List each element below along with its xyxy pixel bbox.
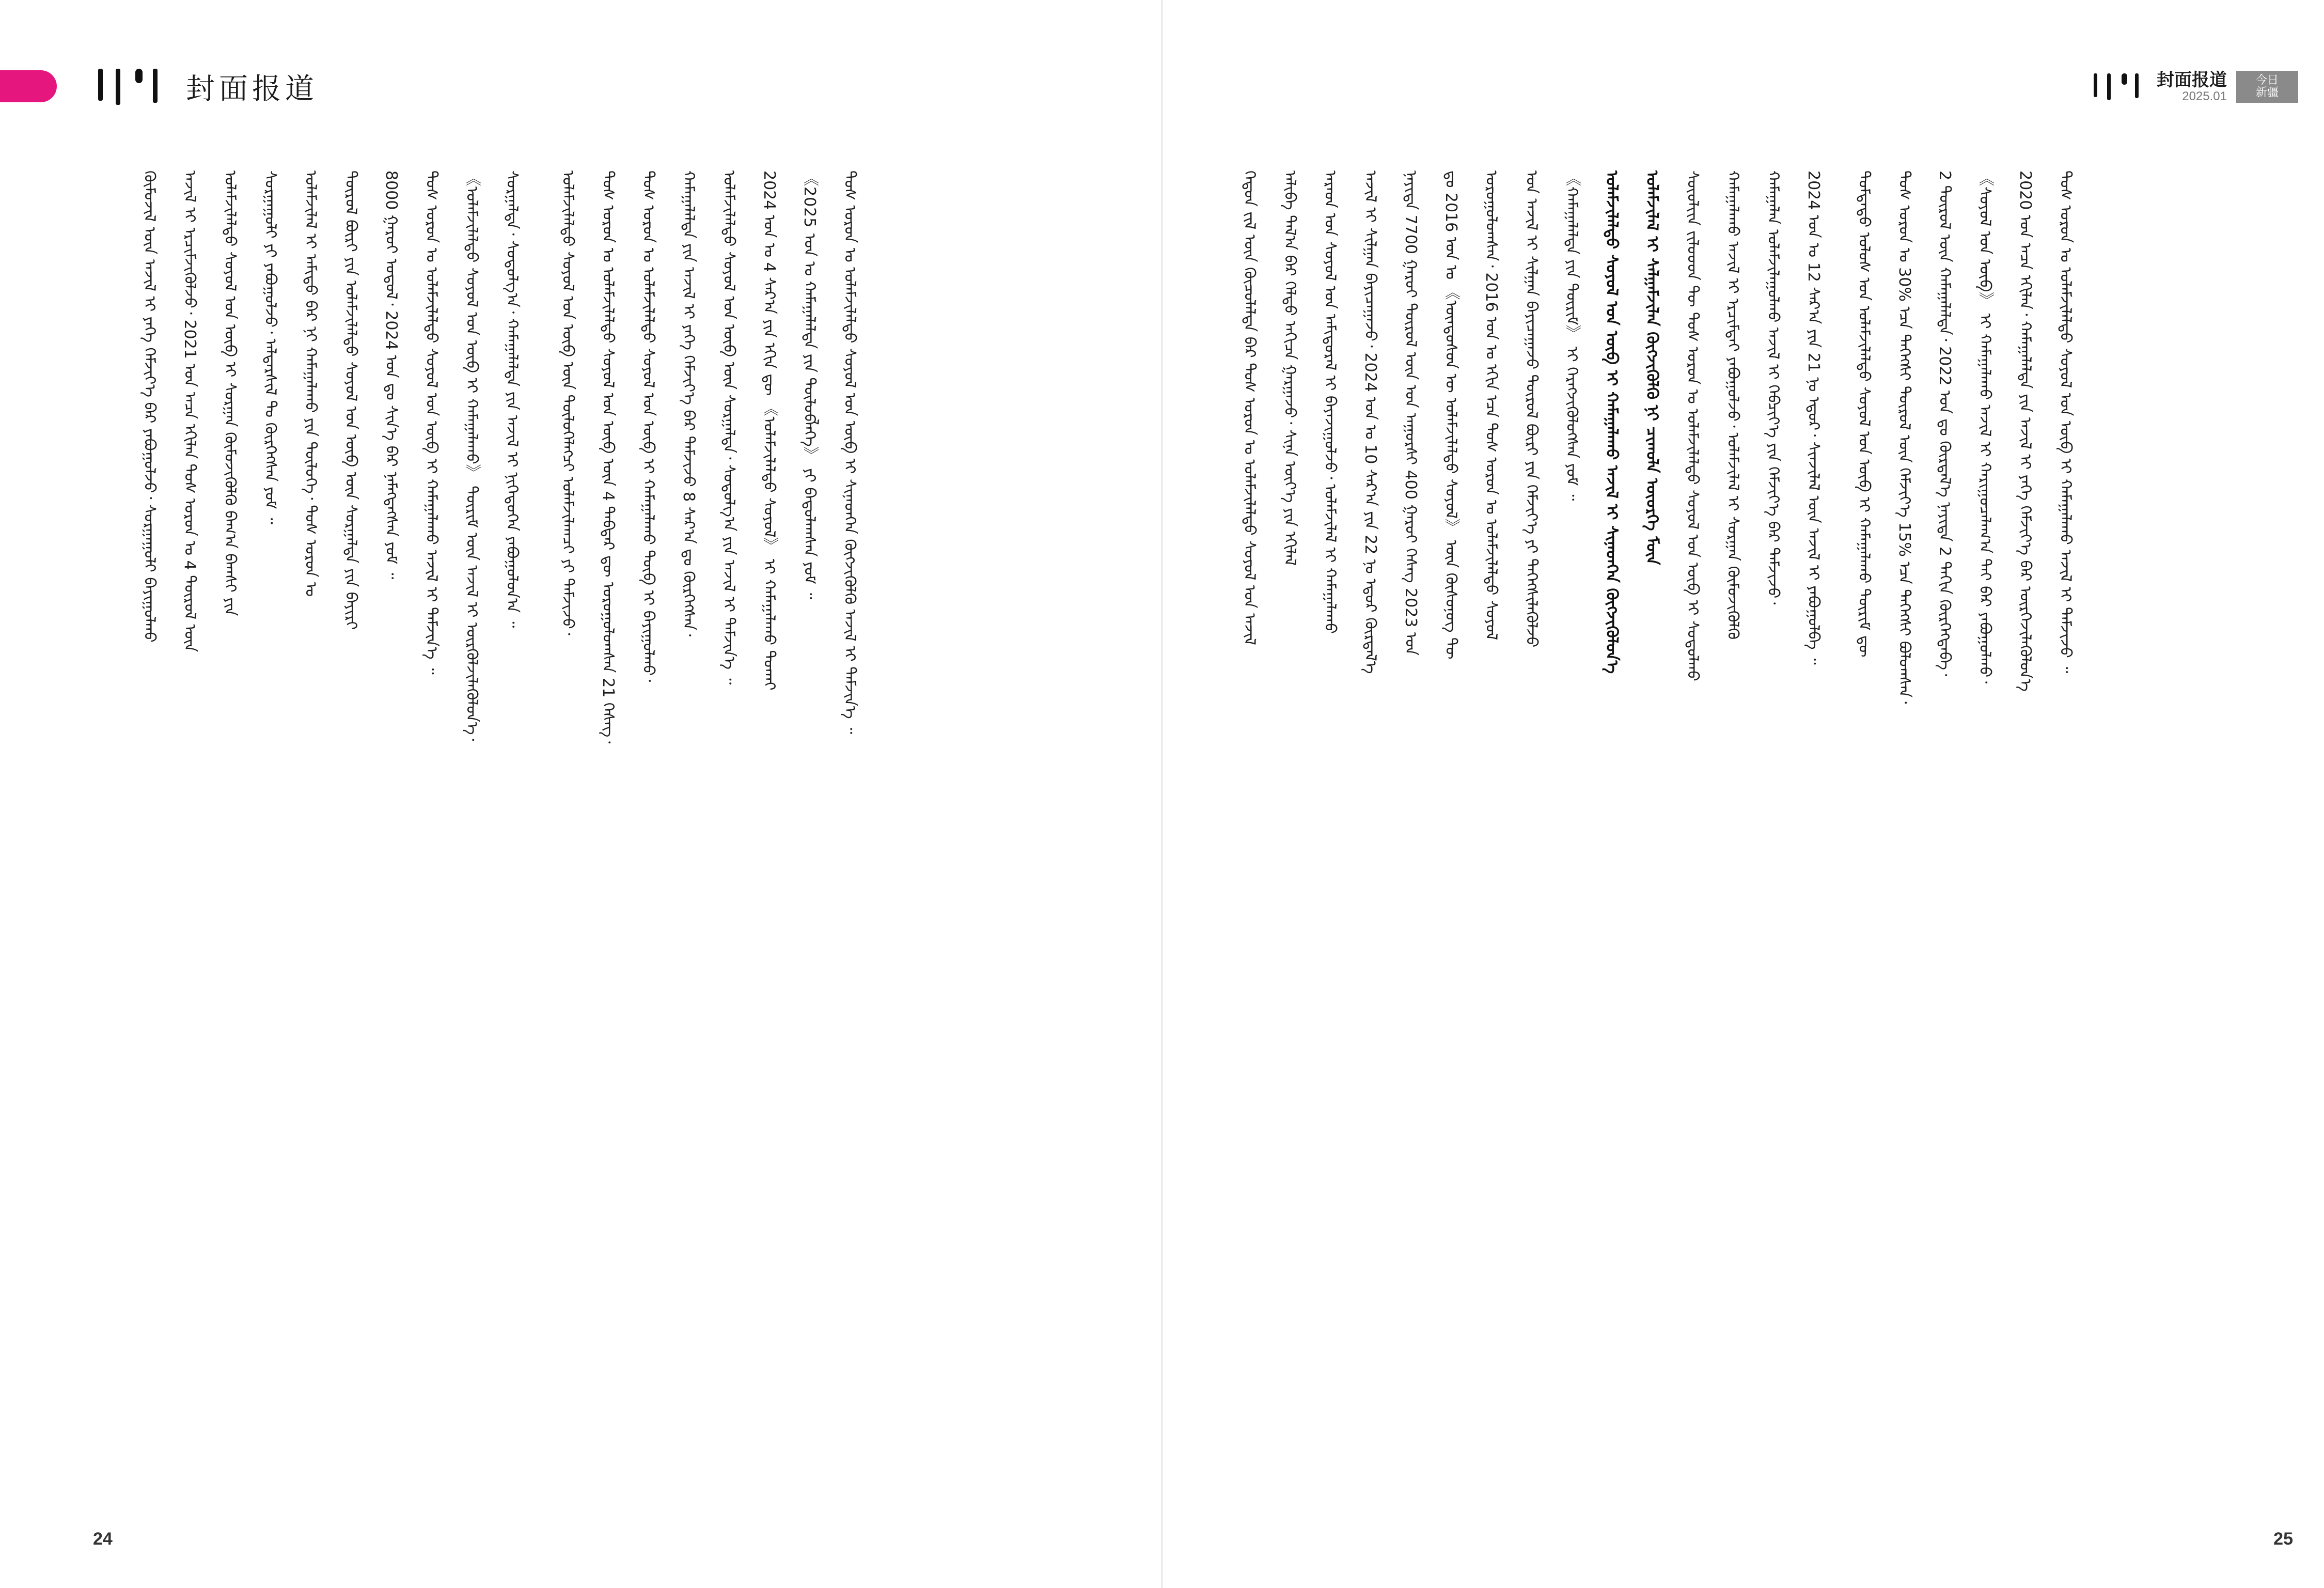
right-page bbox=[1162, 0, 2324, 1588]
left-paragraph-2: ᠤᠯᠠᠮᠵᠢᠯᠠᠯ ᠢ ᠠᠮᠢᠳᠤ ᠪᠡᠷ ᠨᠢ ᠬᠠᠮᠠᠭᠠᠯᠠᠬᠤ ᠶᠢᠨ ᠲᠦᠯᠦᠭᠡ᠂ ᠲᠤᠰ ᠣᠷᠣᠨ ᠤ ᠲᠦᠷᠦᠯ ᠪᠦᠷᠢ ᠶᠢᠨ ᠤᠯᠠᠮᠵᠢᠯᠠᠯᠲᠤ ᠰᠣᠶᠤᠯ ᠤᠨ ᠦᠪ ᠦᠨ ᠰᠤᠷᠭᠠᠯᠲᠠ ᠶᠢᠨ ᠪᠠᠶᠢᠷᠢ 8000 ᠭᠠᠷᠤᠢ ᠣᠳᠣᠯ᠂ 2024 ᠣᠨ ᠳᠤ ᠰᠢᠨ᠎ᠡ ᠪᠡᠷ ᠨᠡᠮᠡᠭᠳᠡᠭᠰᠡᠨ ᠶᠤᠮ ᠃ ᠲᠤᠰ ᠣᠷᠣᠨ ᠤ ᠤᠯᠠᠮᠵᠢᠯᠠᠯᠲᠤ ᠰᠣᠶᠤᠯ ᠤᠨ ᠦᠪ ᠢ ᠬᠠᠮᠠᠭᠠᠯᠠᠬᠤ ᠠᠵᠢᠯ ᠢ ᠳᠡᠮᠵᠢᠨ᠎ᠡ ᠃ 《ᠤᠯᠠᠮᠵᠢᠯᠠᠯᠲᠤ ᠰᠣᠶᠤᠯ ᠤᠨ ᠦᠪ ᠢ ᠬᠠᠮᠠᠭᠠᠯᠠᠬᠤ》 ᠳᠦᠷᠢᠮ ᠦᠨ ᠠᠵᠢᠯ ᠢ ᠦᠷᠭᠦᠯᠵᠢᠯᠡᠬᠦᠯᠦᠨ᠎ᠡ᠂ ᠰᠤᠷᠭᠠᠯᠲᠠ᠂ ᠰᠤᠳᠤᠯᠭ᠎ᠠ᠂ ᠬᠠᠮᠠᠭᠠᠯᠠᠯᠲᠠ ᠶᠢᠨ ᠠᠵᠢᠯ ᠢ ᠨᠢᠭᠡᠳᠦᠭᠡᠨ ᠶᠠᠪᠤᠭᠤᠯᠤᠨ᠎ᠠ ᠃ bbox=[302, 170, 521, 741]
left-text-column-1 bbox=[129, 170, 532, 1503]
right-paragraph-2: ᠰᠦᠦᠯᠢᠢᠨ ᠵᠢᠯᠦᠦᠳ ᠲᠦ ᠲᠤᠰ ᠣᠷᠣᠨ ᠤ ᠤᠯᠠᠮᠵᠢᠯᠠᠯᠲᠤ ᠰᠣᠶᠤᠯ ᠤᠨ ᠦᠪ ᠢ ᠰᠤᠳᠤᠯᠬᠤ ᠬᠠᠮᠠᠭᠠᠯᠠᠬᠤ ᠠᠵᠢᠯ ᠢ ᠡᠷᠴᠢᠮᠲᠡᠶ ᠶᠠᠪᠤᠭᠤᠯᠵᠤ᠂ ᠤᠯᠠᠮᠵᠢᠯᠠᠯ ᠢ ᠰᠤᠷᠭᠠᠨ ᠬᠦᠮᠦᠵᠢᠭᠦᠯᠬᠦ ᠬᠠᠮᠠᠭᠠᠯᠠᠨ ᠤᠯᠠᠮᠵᠢᠯᠠᠭᠤᠯᠬᠤ ᠠᠵᠢᠯ ᠢ ᠬᠡᠪᠴᠢᠶ᠎ᠡ ᠶᠢᠨ ᠬᠡᠮᠵᠢᠶ᠎ᠡ ᠪᠡᠷ ᠳᠡᠮᠵᠢᠵᠦ᠂ 2024 ᠣᠨ ᠤ 12 ᠰᠠᠷ᠎ᠠ ᠶᠢᠨ 21 ᠨᠤ ᠡᠳᠦᠷ᠂ ᠰᠢᠨᠵᠢᠯᠡᠯ ᠦᠨ ᠠᠵᠢᠯ ᠢ ᠶᠠᠪᠤᠭᠤᠯᠪᠠ ᠃ bbox=[1684, 170, 1823, 681]
issue-date: 2025.01 bbox=[2182, 89, 2227, 103]
page-number-right: 25 bbox=[2273, 1529, 2293, 1549]
section-title-left: 封面报道 bbox=[186, 72, 318, 106]
section-heading: ᠤᠯᠠᠮᠵᠢᠯᠠᠯᠲᠤ ᠰᠣᠶᠤᠯ ᠤᠨ ᠦᠪ ᠢ ᠬᠠᠮᠠᠭᠠᠯᠠᠬᠤ ᠠᠵᠢᠯ ᠢ ᠰᠢᠨᠡᠳᠬᠡᠨ ᠬᠦᠭᠵᠢᠭᠦᠯᠦᠨ᠎ᠡ ᠤᠯᠠᠮᠵᠢᠯᠠᠯ ᠢ ᠰᠠᠯᠭᠠᠮᠵᠢᠯᠠᠨ ᠬᠦᠭᠵᠢᠭᠦᠯᠬᠦ ᠨᠢ ᠴᠢᠬᠤᠯᠠ ᠦᠦᠷᠭᠡ ᠮᠥᠨ bbox=[1603, 170, 1661, 674]
left-header bbox=[93, 61, 318, 113]
mongolian-title-mark bbox=[93, 69, 170, 105]
right-paragraph-3: ᠳᠤᠮᠳᠠᠳᠤ ᠤᠯᠤᠰ ᠤᠨ ᠤᠯᠠᠮᠵᠢᠯᠠᠯᠲᠤ ᠰᠣᠶᠤᠯ ᠤᠨ ᠦᠪ ᠢ ᠬᠠᠮᠠᠭᠠᠯᠠᠬᠤ ᠳᠦᠷᠢᠮ ᠳᠦ ᠲᠤᠰ ᠣᠷᠣᠨ ᠤ 30% ᠡᠴᠡ ᠳᠡᠭᠡᠭᠰᠢ ᠲᠦᠷᠦᠯ ᠦᠨ ᠬᠡᠮᠵᠢᠶ᠎ᠡ 15% ᠡᠴᠡ ᠳᠡᠭᠡᠭᠰᠢ ᠪᠣᠯᠤᠭᠰᠠᠨ᠂ 2 ᠲᠦᠷᠦᠯ ᠦᠨ ᠬᠠᠮᠠᠭᠠᠯᠠᠯᠲᠠ᠂ 2022 ᠣᠨ ᠳᠤ ᠬᠦᠷᠲᠡᠯ᠎ᠡ ᠨᠡᠶᠢᠲᠡ 2 ᠳᠠᠬᠢᠨ ᠬᠦᠷᠭᠡᠭᠳᠡᠪᠡ᠂ 《ᠰᠣᠶᠤᠯ ᠤᠨ ᠦᠪ》 ᠢ ᠬᠠᠮᠠᠭᠠᠯᠠᠬᠤ ᠠᠵᠢᠯ ᠢ ᠬᠠᠷᠢᠭᠤᠴᠠᠯᠠᠭ᠎ᠠ ᠲᠠᠢ ᠪᠡᠷ ᠶᠠᠪᠤᠭᠤᠯᠬᠤ᠂ 2020 ᠣᠨ ᠠᠴᠠ ᠡᠬᠢᠯᠡᠨ᠂ ᠬᠠᠮᠠᠭᠠᠯᠠᠯᠲᠠ ᠶᠢᠨ ᠠᠵᠢᠯ ᠢ ᠶᠡᠬᠡ ᠬᠡᠮᠵᠢᠶ᠎ᠡ ᠪᠡᠷ ᠦᠷᠭᠡᠵᠢᠯᠡᠬᠦᠯᠦᠨ᠎ᠡ ᠲᠤᠰ ᠣᠷᠣᠨ ᠤ ᠤᠯᠠᠮᠵᠢᠯᠠᠯᠲᠤ ᠰᠣᠶᠤᠯ ᠤᠨ ᠦᠪ ᠢ ᠬᠠᠮᠠᠭᠠᠯᠠᠬᠤ ᠠᠵᠢᠯ ᠢ ᠳᠡᠮᠵᠢᠵᠦ ᠃ bbox=[1855, 170, 2075, 704]
right-paragraph-1: ᠬᠡᠳᠦᠨ ᠵᠢᠯ ᠦᠨ ᠬᠦᠴᠦᠯᠡᠯᠲᠡ ᠪᠡᠷ ᠲᠤᠰ ᠣᠷᠣᠨ ᠤ ᠤᠯᠠᠮᠵᠢᠯᠠᠯᠲᠤ ᠰᠣᠶᠤᠯ ᠤᠨ ᠠᠵᠢᠯ ᠠᠯᠢᠪᠠ ᠲᠠᠯ᠎ᠠ ᠪᠡᠷ ᠭᠡᠯᠲᠦ ᠠᠬᠢᠴᠠ ᠭᠠᠷᠭᠠᠵᠤ᠂ ᠰᠢᠨᠡ ᠦᠶ᠎ᠡ ᠶᠢᠨ ᠡᠬᠢᠯᠡᠯ ᠠᠷᠠᠳ ᠤᠨ ᠰᠣᠶᠤᠯ ᠤᠨ ᠠᠮᠢᠳᠤᠷᠠᠯ ᠢ ᠪᠠᠶᠠᠵᠢᠭᠤᠯᠵᠤ᠂ ᠤᠯᠠᠮᠵᠢᠯᠠᠯ ᠢ ᠬᠠᠮᠠᠭᠠᠯᠠᠬᠤ ᠠᠵᠢᠯ ᠢ ᠰᠢᠯᠭᠠᠨ ᠪᠠᠶᠢᠴᠠᠭᠠᠵᠤ᠂ 2024 ᠣᠨ ᠤ 10 ᠰᠠᠷ᠎ᠠ ᠶᠢᠨ 22 ᠨᠤ ᠡᠳᠦᠷ ᠬᠦᠷᠲᠡᠯ᠎ᠡ ᠨᠡᠶᠢᠲᠡ 7700 ᠭᠠᠷᠤᠢ ᠲᠦᠷᠦᠯ ᠦᠨ ᠡᠳ ᠠᠭᠤᠷᠰᠢ 400 ᠭᠠᠷᠤᠢ ᠬᠡᠰᠡᠭ 2023 ᠣᠨ ᠳᠤ 2016 ᠣᠨ ᠤ 《ᠦᠨᠳᠦᠰᠦᠨ ᠦ ᠤᠯᠠᠮᠵᠢᠯᠠᠯᠲᠤ ᠰᠣᠶᠤᠯ》 ᠦᠨ ᠬᠦᠰᠦᠨᠦᠭ ᠲᠦ ᠣᠷᠤᠭᠤᠯᠤᠭᠰᠠᠨ᠂ 2016 ᠣᠨ ᠤ ᠡᠬᠢᠨ ᠡᠴᠡ ᠲᠤᠰ ᠣᠷᠣᠨ ᠤ ᠤᠯᠠᠮᠵᠢᠯᠠᠯᠲᠤ ᠰᠣᠶᠤᠯ ᠤᠨ ᠠᠵᠢᠯ ᠢ ᠰᠢᠯᠭᠠᠨ ᠪᠠᠶᠢᠴᠠᠭᠠᠵᠤ ᠲᠦᠷᠦᠯ ᠪᠦᠷᠢ ᠶᠢᠨ ᠬᠡᠮᠵᠢᠶ᠎ᠡ ᠶᠢ ᠳᠡᠭᠡᠭᠰᠢᠯᠡᠭᠦᠯᠵᠦ 《ᠬᠠᠮᠠᠭᠠᠯᠠᠯᠲᠠ ᠶᠢᠨ ᠳᠦᠷᠢᠮ》 ᠢ ᠬᠡᠷᠡᠭᠵᠢᠭᠦᠯᠦᠭᠰᠡᠨ ᠶᠤᠮ ᠃ bbox=[1240, 170, 1581, 674]
left-paragraph-3: ᠤᠯᠠᠮᠵᠢᠯᠠᠯᠲᠤ ᠰᠣᠶᠤᠯ ᠤᠨ ᠦᠪ ᠦᠨ ᠲᠦᠯᠦᠭᠡᠯᠡᠭᠴᠢ ᠤᠯᠠᠮᠵᠢᠯᠠᠭᠴᠢ ᠶᠢ ᠳᠡᠮᠵᠢᠵᠦ᠂ ᠲᠤᠰ ᠣᠷᠣᠨ ᠤ ᠤᠯᠠᠮᠵᠢᠯᠠᠯᠲᠤ ᠰᠣᠶᠤᠯ ᠤᠨ ᠦᠪ ᠦᠨ 4 ᠳᠡᠪᠲᠡᠷ ᠳᠦ ᠣᠷᠤᠭᠤᠯᠤᠭᠰᠠᠨ 21 ᠬᠡᠰᠡᠭ᠂ ᠲᠤᠰ ᠣᠷᠣᠨ ᠤ ᠤᠯᠠᠮᠵᠢᠯᠠᠯᠲᠤ ᠰᠣᠶᠤᠯ ᠤᠨ ᠦᠪ ᠢ ᠬᠠᠮᠠᠭᠠᠯᠠᠬᠤ ᠲᠥᠪ ᠢ ᠪᠠᠶᠢᠭᠤᠯᠬᠤ᠂ ᠬᠠᠮᠠᠭᠠᠯᠠᠯᠲᠠ ᠶᠢᠨ ᠠᠵᠢᠯ ᠢ ᠶᠡᠬᠡ ᠬᠡᠮᠵᠢᠶ᠎ᠡ ᠪᠡᠷ ᠳᠡᠮᠵᠢᠵᠦ 8 ᠰᠠᠷ᠎ᠠ ᠳᠤ ᠬᠦᠷᠭᠡᠭᠰᠡᠨ᠂ ᠤᠯᠠᠮᠵᠢᠯᠠᠯᠲᠤ ᠰᠣᠶᠤᠯ ᠤᠨ ᠦᠪ ᠦᠨ ᠰᠤᠷᠭᠠᠯᠲᠠ᠂ ᠰᠤᠳᠤᠯᠭ᠎ᠠ ᠶᠢᠨ ᠠᠵᠢᠯ ᠢ ᠳᠡᠮᠵᠢᠨ᠎ᠡ ᠃ 2024 ᠣᠨ ᠤ 4 ᠰᠠᠷ᠎ᠠ ᠶᠢᠨ ᠡᠬᠢᠨ ᠳᠦ 《ᠤᠯᠠᠮᠵᠢᠯᠠᠯᠲᠤ ᠰᠣᠶᠤᠯ》 ᠢ ᠬᠠᠮᠠᠭᠠᠯᠠᠬᠤ ᠲᠤᠬᠠᠢ 《2025 ᠣᠨ ᠤ ᠬᠠᠮᠠᠭᠠᠯᠠᠯᠲᠠ ᠶᠢᠨ ᠲᠥᠯᠥᠪᠯᠡᠭᠡ》 ᠶᠢ ᠪᠠᠲᠤᠯᠠᠭᠰᠠᠨ ᠶᠤᠮ ᠃ ᠲᠤᠰ ᠣᠷᠣᠨ ᠤ ᠤᠯᠠᠮᠵᠢᠯᠠᠯᠲᠤ ᠰᠣᠶᠤᠯ ᠤᠨ ᠦᠪ ᠢ ᠰᠢᠨᠡᠳᠬᠡᠨ ᠬᠦᠭᠵᠢᠭᠦᠯᠬᠦ ᠠᠵᠢᠯ ᠢ ᠳᠡᠮᠵᠢᠨ᠎ᠡ ᠃ bbox=[559, 170, 859, 744]
right-header bbox=[2091, 66, 2298, 107]
right-text-column-1 bbox=[1229, 170, 1833, 1503]
section-tab bbox=[0, 70, 57, 102]
page-number-left: 24 bbox=[93, 1529, 113, 1549]
mongolian-title-mark-small bbox=[2091, 73, 2147, 100]
section-title-right: 封面报道 bbox=[2157, 70, 2227, 90]
magazine-logo-badge: 今日 新疆 bbox=[2236, 71, 2298, 103]
left-text-column-2 bbox=[547, 170, 870, 1503]
left-paragraph-1: ᠬᠦᠮᠦᠵᠢᠯ ᠦᠨ ᠠᠵᠢᠯ ᠢ ᠶᠡᠬᠡ ᠬᠡᠮᠵᠢᠶ᠎ᠡ ᠪᠡᠷ ᠶᠠᠪᠤᠭᠤᠯᠵᠤ᠂ ᠰᠤᠷᠭᠠᠭᠤᠯᠢ ᠪᠠᠶᠢᠭᠤᠯᠬᠤ ᠠᠵᠢᠯ ᠢ ᠡᠷᠴᠢᠮᠵᠢᠭᠦᠯᠵᠦ᠂ 2021 ᠣᠨ ᠠᠴᠠ ᠡᠬᠢᠯᠡᠨ ᠲᠤᠰ ᠣᠷᠣᠨ ᠤ 4 ᠲᠦᠷᠦᠯ ᠦᠨ ᠤᠯᠠᠮᠵᠢᠯᠠᠯᠲᠤ ᠰᠣᠶᠤᠯ ᠤᠨ ᠦᠪ ᠢ ᠰᠤᠷᠭᠠᠨ ᠬᠦᠮᠦᠵᠢᠭᠦᠯᠬᠦ ᠪᠠᠭ᠎ᠠ ᠪᠠᠭᠰᠢ ᠶᠢᠨ ᠰᠤᠷᠭᠠᠭᠤᠯᠢ ᠶᠢ ᠶᠠᠪᠤᠭᠤᠯᠵᠤ᠂ ᠠᠯᠳᠠᠷᠰᠢᠯ ᠲᠤ ᠬᠦᠷᠭᠡᠭᠰᠡᠨ ᠶᠤᠮ ᠃ bbox=[140, 170, 279, 652]
right-header-text bbox=[2157, 70, 2227, 103]
right-text-column-2 bbox=[1844, 170, 2085, 1503]
